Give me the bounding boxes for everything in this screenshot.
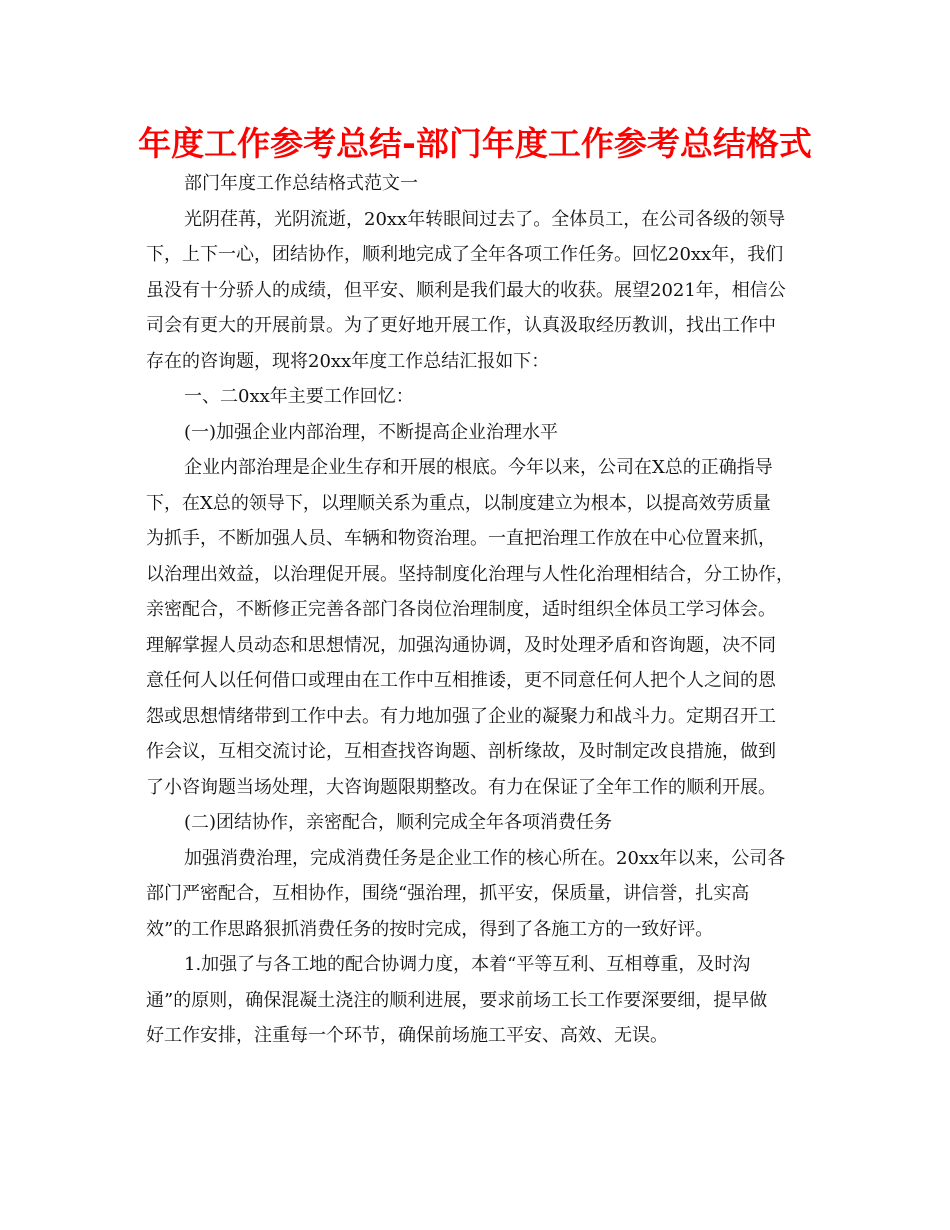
text-line: 通”的原则，确保混凝土浇注的顺利进展，要求前场工长工作要深要细，提早做 xyxy=(146,989,768,1011)
document-title: 年度工作参考总结-部门年度工作参考总结格式 xyxy=(138,124,812,163)
text-line: (一)加强企业内部治理，不断提高企业治理水平 xyxy=(184,421,559,443)
text-line: 好工作安排，注重每一个环节，确保前场施工平安、高效、无误。 xyxy=(146,1025,668,1046)
document-body xyxy=(146,166,810,1054)
text-line: 企业内部治理是企业生存和开展的根底。今年以来，公司在X总的正确指导 xyxy=(184,457,773,478)
text-line: 下，在X总的领导下，以理顺关系为重点，以制度建立为根本，以提高效劳质量 xyxy=(146,492,771,514)
text-line: 司会有更大的开展前景。为了更好地开展工作，认真汲取经历教训，找出工作中 xyxy=(146,315,776,336)
text-line: 了小咨询题当场处理，大咨询题限期整改。有力在保证了全年工作的顺利开展。 xyxy=(146,776,776,798)
text-line: 虽没有十分骄人的成绩，但平安、顺利是我们最大的收获。展望2021年，相信公 xyxy=(146,279,786,301)
text-line: 效”的工作思路狠抓消费任务的按时完成，得到了各施工方的一致好评。 xyxy=(146,918,714,940)
text-line: 下，上下一心，团结协作，顺利地完成了全年各项工作任务。回忆20xx年，我们 xyxy=(146,244,784,265)
text-line: 光阴荏苒，光阴流逝，20xx年转眼间过去了。全体员工，在公司各级的领导 xyxy=(184,208,786,230)
text-line: (二)团结协作，亲密配合，顺利完成全年各项消费任务 xyxy=(184,812,613,833)
text-line: 以治理出效益，以治理促开展。坚持制度化治理与人性化治理相结合，分工协作， xyxy=(146,563,794,585)
text-line: 部门年度工作总结格式范文一 xyxy=(184,173,418,194)
text-line: 加强消费治理，完成消费任务是企业工作的核心所在。20xx年以来，公司各 xyxy=(184,847,786,869)
text-line: 亲密配合，不断修正完善各部门各岗位治理制度，适时组织全体员工学习体会。 xyxy=(146,599,776,620)
text-line: 理解掌握人员动态和思想情况，加强沟通协调，及时处理矛盾和咨询题，决不同 xyxy=(146,634,776,656)
text-line: 意任何人以任何借口或理由在工作中互相推诿，更不同意任何人把个人之间的恩 xyxy=(146,670,776,691)
text-line: 怨或思想情绪带到工作中去。有力地加强了企业的凝聚力和战斗力。定期召开工 xyxy=(146,705,776,727)
text-line: 存在的咨询题，现将20xx年度工作总结汇报如下： xyxy=(146,350,550,372)
text-line: 部门严密配合，互相协作，围绕“强治理，抓平安，保质量，讲信誉，扎实高 xyxy=(146,883,750,904)
text-line: 为抓手，不断加强人员、车辆和物资治理。一直把治理工作放在中心位置来抓， xyxy=(146,528,776,549)
text-line: 一、二0xx年主要工作回忆： xyxy=(184,386,414,407)
text-line: 作会议，互相交流讨论，互相查找咨询题、剖析缘故，及时制定改良措施，做到 xyxy=(146,741,776,762)
text-line: 1.加强了与各工地的配合协调力度，本着“平等互利、互相尊重，及时沟 xyxy=(184,954,751,975)
